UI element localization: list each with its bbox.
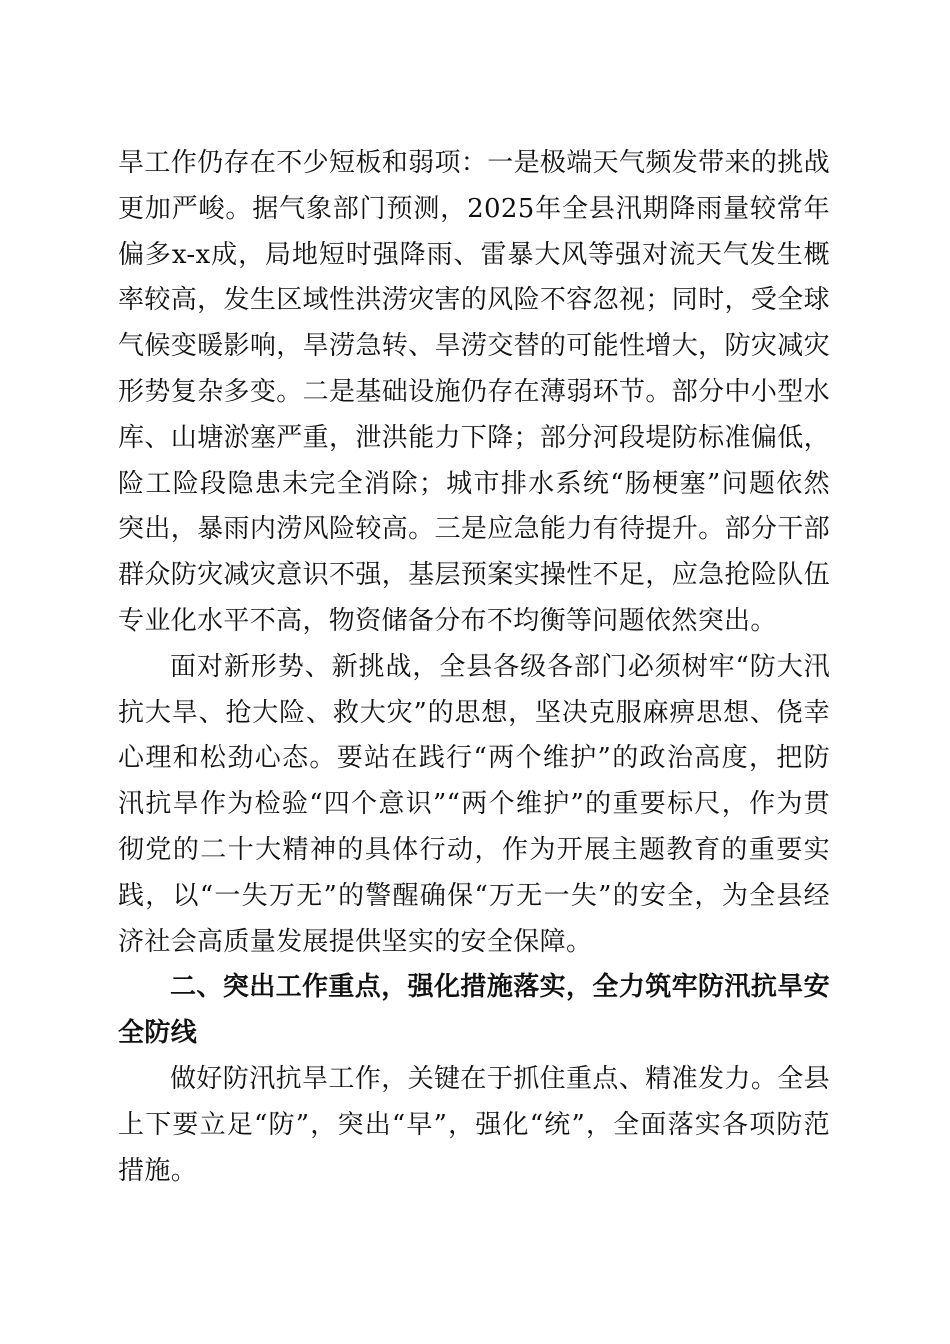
paragraph-challenges: 旱工作仍存在不少短板和弱项：一是极端天气频发带来的挑战更加严峻。据气象部门预测，2025年全县汛期降雨量较常年偏多x-x成，局地短时强降雨、雷暴大风等强对流天气发生概率较高，发生区域性洪涝灾害的风险不容忽视；同时，受全球气候变暖影响，旱涝急转、旱涝交替的可能性增大，防灾减灾形势复杂多变。二是基础设施仍存在薄弱环节。部分中小型水库、山塘淤塞严重，泄洪能力下降；部分河段堤防标准偏低，险工险段隐患未完全消除；城市排水系统“肠梗塞”问题依然突出，暴雨内涝风险较高。三是应急能力有待提升。部分干部群众防灾减灾意识不强，基层预案实操性不足，应急抢险队伍专业化水平不高，物资储备分布不均衡等问题依然突出。 [118, 148, 830, 636]
document-body [118, 141, 830, 1194]
section-heading-2: 二、突出工作重点，强化措施落实，全力筑牢防汛抗旱安全防线 [118, 972, 830, 1049]
paragraph-situation: 面对新形势、新挑战，全县各级各部门必须树牢“防大汛抗大旱、抢大险、救大灾”的思想，坚决克服麻痹思想、侥幸心理和松劲心态。要站在践行“两个维护”的政治高度，把防汛抗旱作为检验“四个意识”“两个维护”的重要标尺，作为贯彻党的二十大精神的具体行动，作为开展主题教育的重要实践，以“一失万无”的警醒确保“万无一失”的安全，为全县经济社会高质量发展提供坚实的安全保障。 [118, 651, 830, 957]
paragraph-key-work: 做好防汛抗旱工作，关键在于抓住重点、精准发力。全县上下要立足“防”，突出“早”，强化“统”，全面落实各项防范措施。 [118, 1063, 830, 1186]
